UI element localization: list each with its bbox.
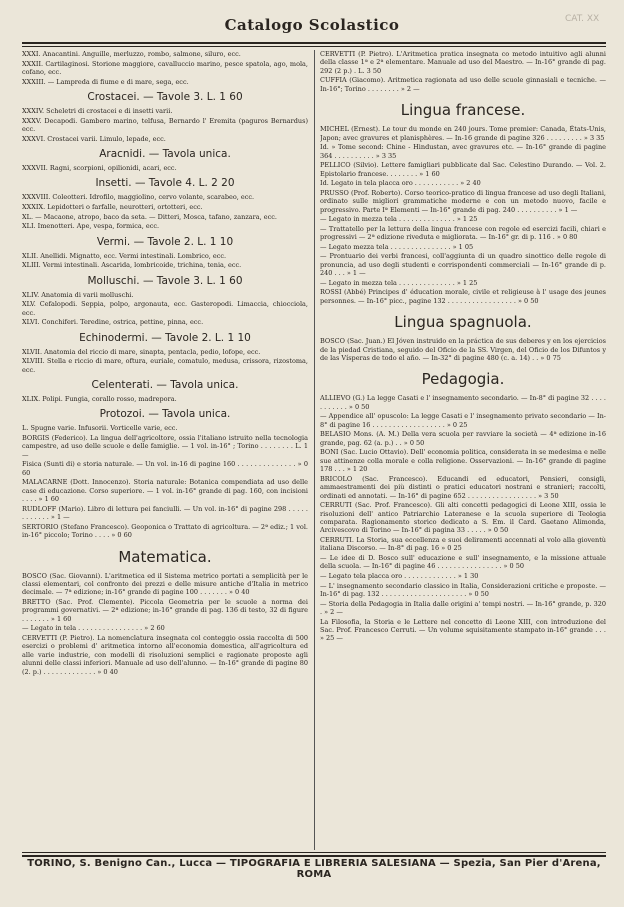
catalog-entry: BONI (Sac. Lucio Ottavio). Dell' economia politica, considerata in se medesima e nelle sue attinenze colla morale e colla religione. Osservazioni. — In-16° grande di pagine 178 . . . » 1 20 xyxy=(320,448,606,474)
catalog-entry: BORGIS (Federico). La lingua dell'agricoltore, ossia l'italiano istruito nella tecnologia campestre, ad uso delle scuole e delle famiglie. — 1 vol. in-16° ; Torino . . . . . . . . L. 1 — xyxy=(22,434,308,459)
page-header xyxy=(0,8,624,42)
category-heading: Celenterati. — Tavola unica. xyxy=(91,379,239,391)
catalog-entry: La Filosofia, la Storia e le Lettere nel concetto di Leone XIII, con introduzione del Sac. Prof. Francesco Cerruti. — Un volume squisitamente stampato in-16° grande . . . » 25 — xyxy=(320,617,606,643)
section-heading: Lingua francese. xyxy=(400,101,526,120)
left-column xyxy=(22,50,308,850)
catalog-entry: MICHEL (Ernest). Le tour du monde en 240 jours. Tome premier: Canada, États-Unis, Japon; avec gravures et planisphères. — In-16 grande di pagine 326 . . . . . . . . . » 3 35 xyxy=(320,125,606,142)
column-divider xyxy=(314,50,315,850)
catalog-entry: Id. Legato in tela placca oro . . . . . . . . . . . » 2 40 xyxy=(320,179,481,188)
catalog-entry: BRICOLO (Sac. Francesco). Educandi ed educatori, Pensieri, consigli, ammaestramenti dei più distinti o pratici educatori nostrani e stranieri; raccolti, ordinati ed annotati. — In-16° di pagine 652 . . . . . . . . . . . . . . . . . » 3 50 xyxy=(320,474,606,500)
archive-stamp: CAT. XX xyxy=(565,14,600,24)
catalog-entry: ALLIEVO (G.) La legge Casati e l' insegnamento secondario. — In-8° di pagine 32 . . . . . . . . . . . » 0 50 xyxy=(320,394,606,411)
category-heading: Vermi. — Tavole 2. L. 1 10 xyxy=(96,235,234,248)
catalog-entry: CUFFIA (Giacomo). Aritmetica ragionata ad uso delle scuole ginnasiali e tecniche. — In-16°; Torino . . . . . . . . » 2 — xyxy=(320,76,606,93)
catalog-entry: L. Spugne varie. Infusorii. Vorticelle varie, ecc. xyxy=(22,424,178,433)
category-heading: Protozoi. — Tavola unica. xyxy=(99,408,231,421)
catalog-entry: XLVI. Conchiferi. Teredine, ostrica, pettine, pinna, ecc. xyxy=(22,318,204,327)
catalog-entry: PELLICO (Silvio). Lettere famigliari pubblicate dal Sac. Celestino Durando. — Vol. 2. Epistolario francese. . . . . . . . » 1 60 xyxy=(320,161,606,178)
catalog-entry: XLV. Cefalopodi. Seppia, polpo, argonauta, ecc. Gasteropodi. Limaccia, chiocciola, ecc. xyxy=(22,300,308,317)
catalog-entry: Id. » Tome second: Chine - Hindustan, avec gravures etc. — In-16° grande di pagine 364 . . . . . . . . . . » 3 35 xyxy=(320,143,606,160)
catalog-entry: CERVETTI (P. Pietro). La nomenclatura insegnata col conteggio ossia raccolta di 500 esercizi o problemi d' aritmetica intorno all'economia domestica, all'agricoltura ed alle varie industrie, con modelli di risoluzioni semplici e ragionate proposte agli alunni delle classi inferiori. Manuale ad uso dell'alunno. — In-16° grande di pagine 80 (2. p.) . . . . . . . . . . . . . » 0 40 xyxy=(22,634,308,676)
right-column xyxy=(320,50,606,850)
category-heading: Echinodermi. — Tavole 2. L. 1 10 xyxy=(79,331,251,344)
catalog-entry: XLIX. Polipi. Fungia, corallo rosso, madrepora. xyxy=(22,395,177,403)
catalog-entry: BOSCO (Sac. Juan.) El Jóven instruido en la práctica de sus deberes y en los ejercicios de la piedad Cristiana, seguido del Oficio de la SS. Virgen, del Oficio de los Difuntos y de las Vísperas de todo el año. — In-32° di pagine 480 (c. a. 14) . . » 0 75 xyxy=(320,337,606,363)
publisher-footer: TORINO, S. Benigno Can., Lucca — TIPOGRAFIA E LIBRERIA SALESIANA — Spezia, San Pier d'Arena, ROMA xyxy=(27,858,601,880)
catalog-entry: — Trattatello per la lettura della lingua francese con regole ed esercizi facili, chiari e progressivi — 2ª edizione riveduta e migliorata. — In-16° gr. di p. 116 . » 0 80 xyxy=(320,224,606,242)
catalog-entry: — L' insegnamento secondario classico in Italia, Considerazioni critiche e proposte. — In-16° di pag. 132 . . . . . . . . . . . . . . . . . . . . . » 0 50 xyxy=(320,581,606,599)
catalog-columns xyxy=(22,50,606,850)
catalog-entry: XXXVI. Crostacei varii. Limulo, lepade, ecc. xyxy=(22,134,166,143)
catalog-entry: XLVII. Anatomia del riccio di mare, sinapta, pentacla, pedio, lofope, ecc. xyxy=(22,347,261,356)
category-heading: Crostacei. — Tavole 3. L. 1 60 xyxy=(87,91,243,103)
category-heading: Insetti. — Tavole 4. L. 2 20 xyxy=(95,177,235,190)
catalog-entry: Fisica (Sunti di) e storia naturale. — Un vol. in-16 di pagine 160 . . . . . . . . . . . . . . » 0 60 xyxy=(22,460,308,477)
catalog-entry: — Appendice all' opuscolo: La legge Casati e l' insegnamento privato secondario — In-8° di pagine 16 . . . . . . . . . . . . . . . . . . » 0 25 xyxy=(320,412,606,429)
page-title: Catalogo Scolastico xyxy=(224,16,400,34)
category-heading: Molluschi. — Tavole 3. L. 1 60 xyxy=(87,274,243,287)
catalog-entry: CERRUTI. La Storia, sua eccellenza e suoi deliramenti accennati al volo alla gioventù italiana Discorso. — In-8° di pag. 16 » 0 25 xyxy=(320,536,606,553)
catalog-entry: SERTORIO (Stefano Francesco). Geoponica o Trattato di agricoltura. — 2ª ediz.; 1 vol. in-16° piccolo; Torino . . . . » 0 60 xyxy=(22,522,308,540)
catalog-entry: XXXVII. Ragni, scorpioni, opilionidi, acari, ecc. xyxy=(22,164,177,172)
catalog-entry: XXXVIII. Coleotteri. Idrofilo, maggiolino, cervo volante, scarabeo, ecc. xyxy=(22,193,255,202)
catalog-entry: XLI. Imenotteri. Ape, vespa, formica, ecc. xyxy=(22,222,160,231)
section-heading: Pedagogia. xyxy=(421,370,505,389)
catalog-entry: XLVIII. Stella e riccio di mare, oftura, euriale, comatulo, medusa, crissora, rizostoma, ecc. xyxy=(22,357,308,374)
catalog-entry: BRETTO (Sac. Prof. Clemente). Piccola Geometria per le scuole a norma dei programmi governativi. — 2ª edizione; in-16° grande di pag. 136 di testo, 32 di figure . . . . . . . » 1 60 xyxy=(22,598,308,623)
catalog-entry: CERRUTI (Sac. Prof. Francesco). Gli alti concetti pedagogici di Leone XIII, ossia le risoluzioni dell' antico Patriarchio Lateranese e la scuola superiore di Teologia comparata. Ragionamento storico dedicato a S. Em. il Card. Gaetano Alimonda, Arcivescovo di Torino — In-16° di pagina 33 . . . . . » 0 50 xyxy=(320,501,606,535)
catalog-entry: BELASIO Mons. (A. M.) Della vera scuola per ravviare la società — 4ª edizione in-16 grande, pag. 62 (a. p.) . . » 0 50 xyxy=(320,430,606,447)
catalog-entry: ROSSI (Abbé) Principes d' éducation morale, civile et religieuse à l' usage des jeunes personnes. — In-16° picc., pagine 132 . . . . . . . . . . . . . . . . . » 0 50 xyxy=(320,288,606,305)
catalog-entry: — Legato in mezza tela . . . . . . . . . . . . . . » 1 25 xyxy=(320,215,478,224)
catalog-entry: XXXIX. Lepidotteri o farfalle, neurotteri, ortotteri, ecc. xyxy=(22,203,203,211)
catalog-entry: CERVETTI (P. Pietro). L'Aritmetica pratica insegnata co metodo intuitivo agli alunni della classe 1ª e 2ª elementare. Manuale ad uso del Maestro. — In-16° grande di pag. 292 (2 p.) . L. 3 50 xyxy=(320,50,606,75)
catalog-entry: XXXII. Cartilaginosi. Storione maggiore, cavalluccio marino, pesce spatola, ago, mola, cofano, ecc. xyxy=(22,59,308,76)
catalog-entry: BOSCO (Sac. Giovanni). L'aritmetica ed il Sistema metrico portati a semplicità per le classi elementari, col confronto dei prezzi e delle misure antiche d'Italia in metrico decimale. — 7ª edizione; in-16° grande di pagine 100 . . . . . . . » 0 40 xyxy=(22,571,308,597)
catalog-entry: XXXIII. — Lampreda di fiume e di mare, sega, ecc. xyxy=(22,77,189,86)
catalog-entry: XLIV. Anatomia di varii molluschi. xyxy=(22,290,134,299)
catalog-entry: — Legato tela placca oro . . . . . . . . . . . . . » 1 30 xyxy=(320,572,479,581)
catalog-entry: — Legato mezza tela . . . . . . . . . . . . . . . » 1 05 xyxy=(320,242,474,251)
catalog-entry: — Prontuario dei verbi francesi, coll'aggiunta di un quadro sinottico delle regole di pronuncia, ad uso degli studenti e corrispondenti commerciali — In-16° grande di p. 240 . . . » 1 — xyxy=(320,252,606,278)
catalog-entry: MALACARNE (Dott. Innocenzo). Storia naturale: Botanica compendiata ad uso delle case di educazione. Corso superiore. — 1 vol. in-16° grande di pag. 160, con incisioni . . . . » 1 60 xyxy=(22,478,308,504)
catalog-entry: XXXV. Decapodi. Gambero marino, telfusa, Bernardo l' Eremita (paguros Bernardus) ecc. xyxy=(22,116,308,133)
section-heading: Matematica. xyxy=(118,547,212,566)
catalog-entry: XXXI. Anacantini. Anguille, merluzzo, rombo, salmone, siluro, ecc. xyxy=(22,50,241,58)
catalog-entry: — Legato in mezza tela . . . . . . . . . . . . . . » 1 25 xyxy=(320,278,478,287)
catalog-entry: RUDLOFF (Mario). Libro di lettura pei fanciulli. — Un vol. in-16° di pagine 298 . . . . . . . . . . . . » 1 — xyxy=(22,504,308,522)
catalog-entry: XLIII. Vermi intestinali. Ascarida, lombricoide, trichina, tenia, ecc. xyxy=(22,261,242,270)
catalog-entry: PRUSSO (Prof. Roberto). Corso teorico-pratico di lingua francese ad uso degli Italiani, ordinato sulle migliori grammatiche moderne e con un metodo nuovo, facile e progressivo. Parte Iª Elementi — In-16° grande di pag. 240 . . . . . . . . . . » 1 — xyxy=(320,188,606,214)
catalog-entry: XXXIV. Scheletri di crostacei e di insetti varii. xyxy=(22,107,173,115)
catalog-entry: — Storia della Pedagogia in Italia dalle origini a' tempi nostri. — In-16° grande, p. 320 . » 2 — xyxy=(320,599,606,617)
category-heading: Aracnidi. — Tavola unica. xyxy=(99,148,231,160)
catalog-entry: — Legato in tela . . . . . . . . . . . . . . . . » 2 60 xyxy=(22,624,165,633)
catalog-entry: XLII. Anellidi. Mignatto, ecc. Vermi intestinali. Lombrico, ecc. xyxy=(22,251,227,260)
header-rule xyxy=(22,42,606,47)
catalog-entry: — Le idee di D. Bosco sull' educazione e sull' insegnamento, e la missione attuale della scuola. — In-16° di pagine 46 . . . . . . . . . . . . . . . . » 0 50 xyxy=(320,554,606,571)
section-heading: Lingua spagnuola. xyxy=(394,313,532,332)
footer-rule xyxy=(22,852,606,857)
catalog-entry: XL. — Macaone, atropo, baco da seta. — Ditteri, Mosca, tafano, zanzara, ecc. xyxy=(22,212,277,221)
